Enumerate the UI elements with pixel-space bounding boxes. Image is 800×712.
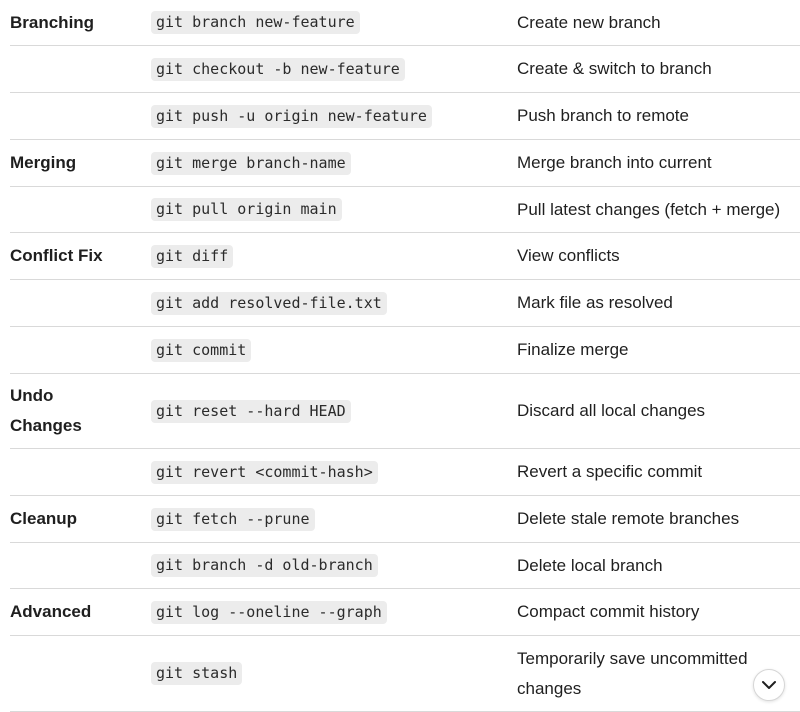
category-label: Advanced	[10, 602, 92, 621]
command-code: git pull origin main	[151, 198, 342, 221]
description-text: Temporarily save uncommitted changes	[517, 648, 748, 698]
description-text: Discard all local changes	[517, 401, 706, 420]
description-text: Pull latest changes (fetch + merge)	[517, 199, 781, 219]
description-text: Merge branch into current	[517, 153, 712, 172]
description-text: Finalize merge	[517, 340, 629, 359]
command-code: git diff	[151, 245, 233, 268]
description-text: Push branch to remote	[517, 106, 689, 125]
description-text: Revert a specific commit	[517, 462, 703, 481]
category-label: Cleanup	[10, 509, 78, 528]
table-row	[10, 46, 800, 93]
table-row	[10, 140, 800, 187]
table-row	[10, 374, 800, 449]
table-row	[10, 280, 800, 327]
description-text: Create new branch	[517, 12, 661, 32]
table-row	[10, 93, 800, 140]
command-code: git reset --hard HEAD	[151, 400, 351, 423]
command-code: git fetch --prune	[151, 508, 315, 531]
description-text: Delete stale remote branches	[517, 509, 740, 528]
command-code: git stash	[151, 662, 242, 685]
table-row	[10, 496, 800, 543]
chevron-down-icon	[761, 680, 777, 690]
command-code: git branch -d old-branch	[151, 554, 378, 577]
category-label: Merging	[10, 153, 77, 172]
command-code: git revert <commit-hash>	[151, 461, 378, 484]
category-label: Undo Changes	[10, 386, 82, 435]
command-code: git merge branch-name	[151, 152, 351, 175]
command-code: git commit	[151, 339, 251, 362]
category-label: Branching	[10, 13, 95, 32]
table-row	[10, 636, 800, 712]
description-text: Delete local branch	[517, 555, 663, 575]
git-commands-table	[10, 0, 800, 712]
table-row	[10, 233, 800, 280]
description-text: Mark file as resolved	[517, 293, 673, 312]
command-code: git log --oneline --graph	[151, 601, 387, 624]
table-row	[10, 0, 800, 46]
description-text: Compact commit history	[517, 602, 700, 621]
command-code: git push -u origin new-feature	[151, 105, 432, 128]
table-row	[10, 187, 800, 233]
command-code: git checkout -b new-feature	[151, 58, 405, 81]
command-code: git branch new-feature	[151, 11, 360, 34]
description-text: Create & switch to branch	[517, 59, 712, 78]
description-text: View conflicts	[517, 246, 620, 265]
table-row	[10, 327, 800, 374]
command-code: git add resolved-file.txt	[151, 292, 387, 315]
table-row	[10, 449, 800, 496]
table-row	[10, 543, 800, 589]
scroll-down-button[interactable]	[753, 669, 785, 701]
category-label: Conflict Fix	[10, 246, 103, 265]
table-row	[10, 589, 800, 636]
